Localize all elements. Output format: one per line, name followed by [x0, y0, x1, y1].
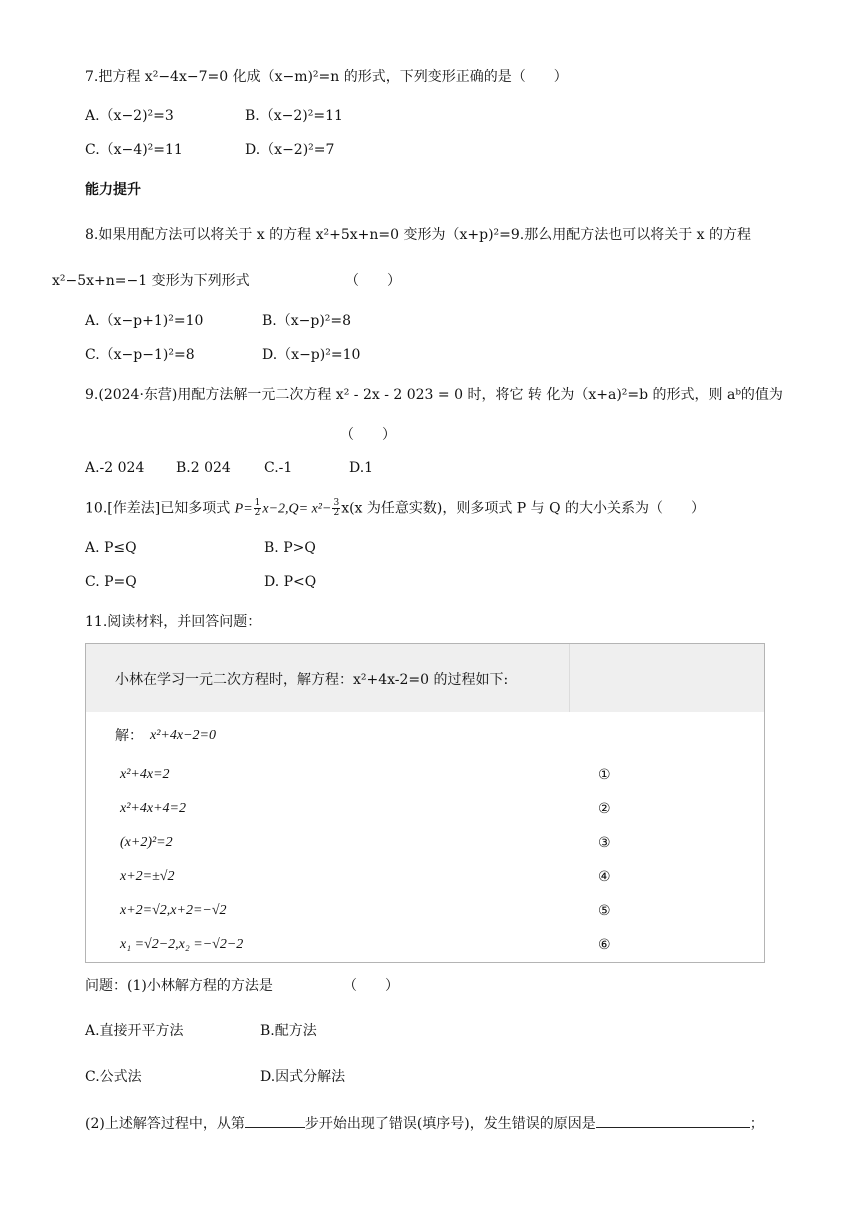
q10-prefix: 10.[作差法]已知多项式	[85, 500, 235, 517]
q7-option-a: A.（x−2)²=3	[85, 108, 174, 124]
q8-stem-line1: 8.如果用配方法可以将关于 x 的方程 x²+5x+n=0 变形为（x+p)²=9.那么用配方法也可以将关于 x 的方程	[85, 227, 752, 243]
error-reason-blank[interactable]	[596, 1113, 750, 1128]
q11-part1-option-a: A.直接开平方法	[85, 1023, 184, 1039]
header-divider	[569, 644, 570, 712]
q10-p-tail: x−2,Q= x²−	[262, 501, 332, 517]
step-5-mark: ⑤	[598, 903, 611, 919]
q8-option-b: B.（x−p)²=8	[262, 313, 352, 329]
q10-stem	[85, 499, 705, 519]
q10-p-frac-num: 1	[254, 498, 261, 508]
reading-material-box	[85, 643, 765, 963]
q9-option-b: B.2 024	[176, 460, 231, 476]
q9-option-d: D.1	[349, 460, 374, 476]
q8-option-c: C.（x−p−1)²=8	[85, 347, 195, 363]
reading-material-title: 小林在学习一元二次方程时，解方程：x²+4x-2=0 的过程如下:	[115, 672, 509, 688]
step-2-expr: x²+4x+4=2	[120, 801, 186, 816]
step-3-expr: (x+2)²=2	[120, 835, 173, 850]
q10-q-fraction	[332, 499, 340, 518]
section-title: 能力提升	[85, 182, 141, 198]
step-4-expr: x+2=±√2	[120, 869, 175, 884]
q8-answer-paren: （ ）	[345, 273, 401, 289]
q10-p-fraction	[254, 499, 262, 518]
q10-q-frac-num: 3	[333, 498, 340, 508]
q11-part1-option-d: D.因式分解法	[260, 1069, 346, 1085]
step-3-mark: ③	[598, 835, 611, 851]
q8-option-d: D.（x−p)²=10	[262, 347, 361, 363]
q10-suffix: x(x 为任意实数)，则多项式 P 与 Q 的大小关系为（ ）	[341, 500, 706, 517]
step-6-expr: x₁ =√2−2,x₂ =−√2−2	[120, 937, 244, 952]
q11-part2	[85, 1113, 764, 1133]
q10-option-d: D. P<Q	[264, 574, 317, 590]
step-number-blank[interactable]	[245, 1113, 305, 1128]
q11-stem: 11.阅读材料，并回答问题：	[85, 614, 262, 630]
q11-part2-suffix: ；	[749, 1116, 764, 1132]
q10-option-a: A. P≤Q	[85, 540, 137, 556]
q7-stem: 7.把方程 x²−4x−7=0 化成（x−m)²=n 的形式，下列变形正确的是（ ）	[85, 69, 568, 85]
step-1-expr: x²+4x=2	[120, 767, 170, 782]
q10-option-b: B. P>Q	[264, 540, 316, 556]
q7-option-d: D.（x−2)²=7	[245, 142, 335, 158]
solution-label: 解：	[115, 728, 143, 744]
q8-option-a: A.（x−p+1)²=10	[85, 313, 204, 329]
q11-part1-stem: 问题：(1)小林解方程的方法是	[85, 978, 273, 994]
q11-part2-prefix: (2)上述解答过程中，从第	[85, 1116, 245, 1132]
q9-option-c: C.-1	[264, 460, 293, 476]
q9-answer-paren: （ ）	[340, 427, 396, 443]
q7-option-c: C.（x−4)²=11	[85, 142, 183, 158]
q10-option-c: C. P=Q	[85, 574, 137, 590]
step-2-mark: ②	[598, 801, 611, 817]
step-6-mark: ⑥	[598, 937, 611, 953]
q7-option-b: B.（x−2)²=11	[245, 108, 343, 124]
q9-option-a: A.-2 024	[85, 460, 145, 476]
solution-equation: x²+4x−2=0	[150, 728, 216, 743]
q10-q-frac-den: 2	[333, 508, 340, 518]
q11-part1-paren: （ ）	[343, 978, 399, 994]
q9-stem: 9.(2024·东营)用配方法解一元二次方程 x² - 2x - 2 023 = 0 时，将它 转 化为（x+a)²=b 的形式，则 aᵇ的值为	[85, 387, 783, 403]
q11-part2-middle: 步开始出现了错误(填序号)，发生错误的原因是	[304, 1116, 596, 1132]
q10-p-frac-den: 2	[254, 508, 261, 518]
step-1-mark: ①	[598, 767, 611, 783]
q10-p-expr: P=	[234, 501, 253, 517]
step-4-mark: ④	[598, 869, 611, 885]
q11-part1-option-c: C.公式法	[85, 1069, 142, 1085]
q8-stem-line2: x²−5x+n=−1 变形为下列形式	[52, 273, 250, 289]
q11-part1-option-b: B.配方法	[260, 1023, 317, 1039]
step-5-expr: x+2=√2,x+2=−√2	[120, 903, 227, 918]
